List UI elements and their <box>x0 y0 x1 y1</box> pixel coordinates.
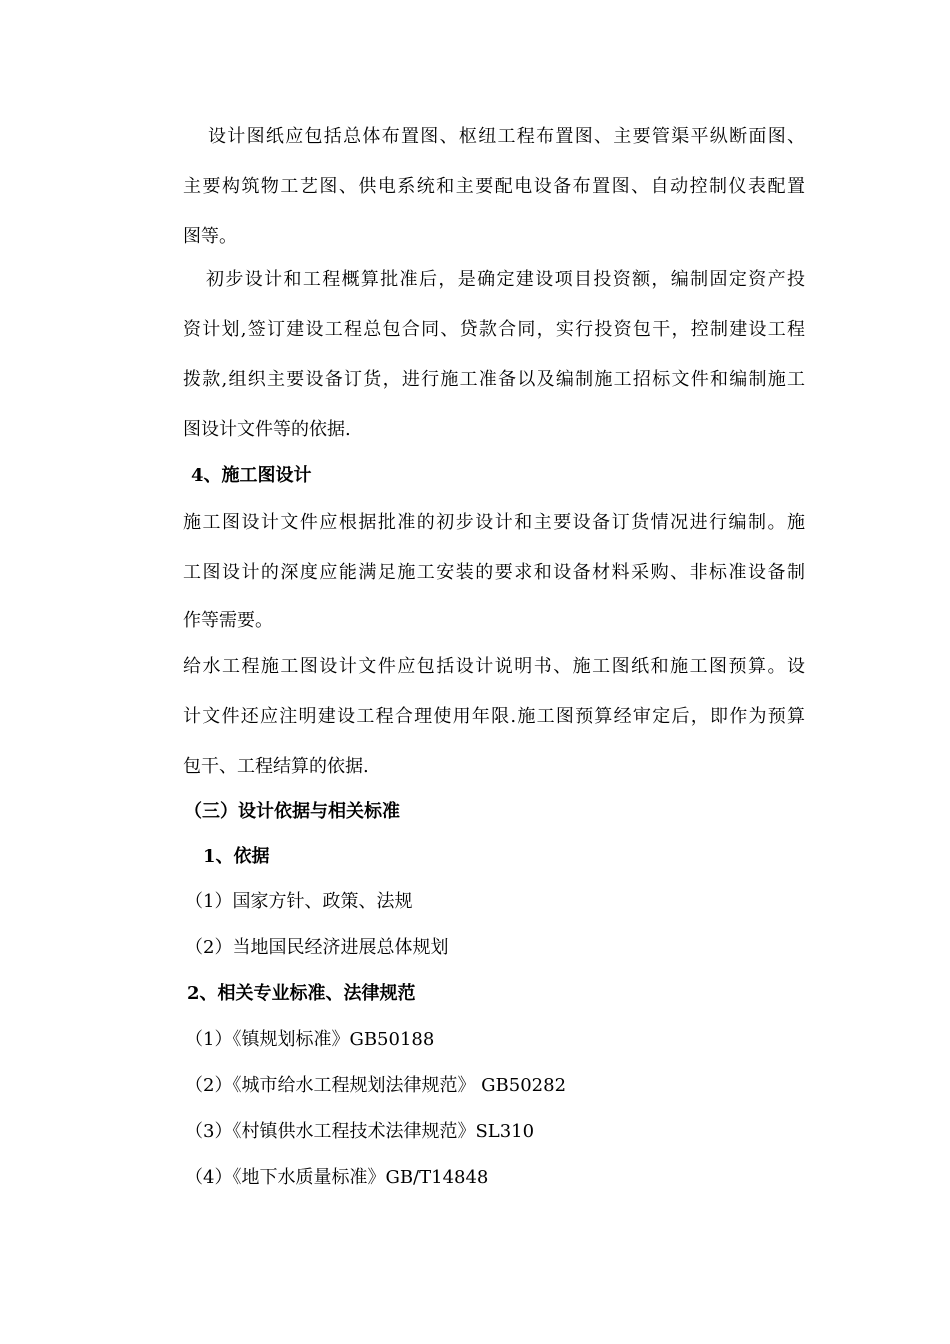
para2-line-2: 资计划,签订建设工程总包合同、贷款合同，实行投资包干，控制建设工程 <box>183 319 805 340</box>
para4-line-1: 给水工程施工图设计文件应包括设计说明书、施工图纸和施工图预算。设 <box>183 656 805 677</box>
para2-line-1: 初步设计和工程概算批准后，是确定建设项目投资额，编制固定资产投 <box>206 269 805 290</box>
para1-line-3: 图等。 <box>183 226 237 247</box>
basis-item-2: （2）当地国民经济进展总体规划 <box>185 937 449 958</box>
para3-line-1: 施工图设计文件应根据批准的初步设计和主要设备订货情况进行编制。施 <box>183 512 805 533</box>
para2-line-4: 图设计文件等的依据. <box>183 419 351 440</box>
para3-line-2: 工图设计的深度应能满足施工安装的要求和设备材料采购、非标准设备制 <box>183 562 805 583</box>
standard-item-2: （2）《城市给水工程规划法律规范》 GB50282 <box>185 1075 567 1096</box>
standard-item-3: （3）《村镇供水工程技术法律规范》SL310 <box>185 1121 535 1142</box>
basis-item-1: （1）国家方针、政策、法规 <box>185 891 413 912</box>
heading-construction-drawing-design: 4、施工图设计 <box>191 465 312 486</box>
heading-basis: 1、依据 <box>203 846 270 867</box>
para1-line-1: 设计图纸应包括总体布置图、枢纽工程布置图、主要管渠平纵断面图、 <box>208 126 805 147</box>
standard-item-4: （4）《地下水质量标准》GB/T14848 <box>185 1167 489 1188</box>
para1-line-2: 主要构筑物工艺图、供电系统和主要配电设备布置图、自动控制仪表配置 <box>183 176 805 197</box>
section-design-basis-standards: （三）设计依据与相关标准 <box>184 801 400 822</box>
para3-line-3: 作等需要。 <box>183 610 273 631</box>
standard-item-1: （1）《镇规划标准》GB50188 <box>185 1029 435 1050</box>
para4-line-3: 包干、工程结算的依据. <box>183 756 369 777</box>
para2-line-3: 拨款,组织主要设备订货，进行施工准备以及编制施工招标文件和编制施工 <box>183 369 805 390</box>
para4-line-2: 计文件还应注明建设工程合理使用年限.施工图预算经审定后，即作为预算 <box>183 706 805 727</box>
heading-standards: 2、相关专业标准、法律规范 <box>187 983 416 1004</box>
